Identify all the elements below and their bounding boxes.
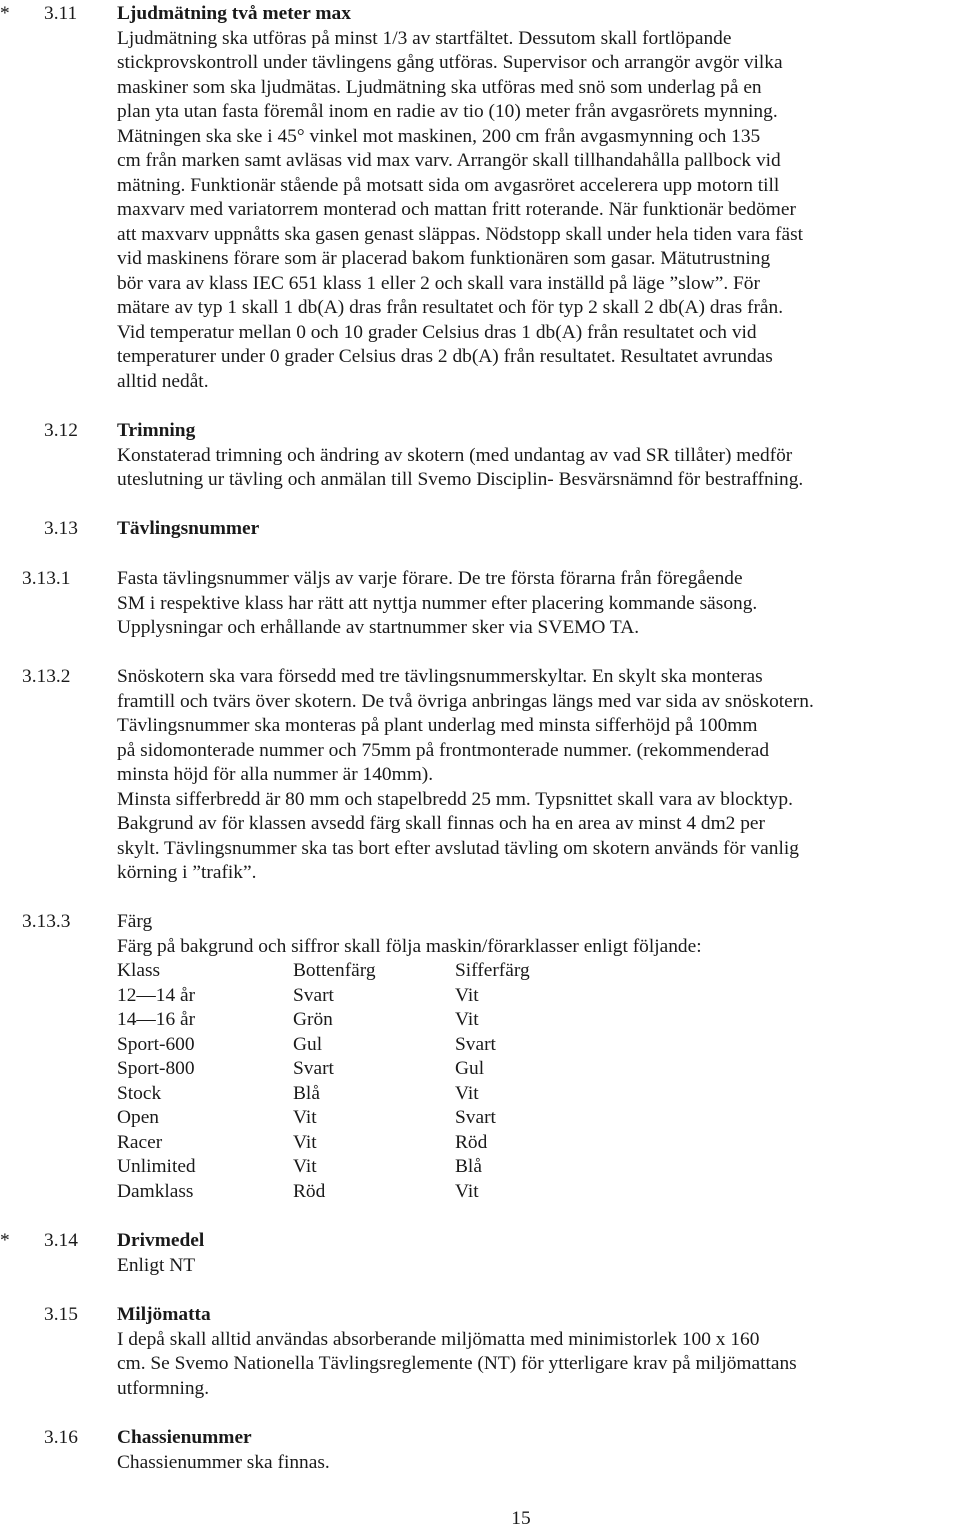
table-cell: Stock: [117, 1082, 162, 1104]
table-cell: Blå: [293, 1082, 320, 1104]
table-cell: Gul: [293, 1033, 323, 1055]
paragraph-line: alltid nedåt.: [117, 370, 209, 392]
section-number: 3.14: [44, 1230, 78, 1251]
table-header: Sifferfärg: [455, 960, 530, 981]
section-number: 3.13: [44, 518, 78, 539]
section-3-16: [0, 1426, 960, 1475]
section-number: 3.13.2: [22, 666, 71, 687]
paragraph-line: SM i respektive klass har rätt att nyttja nummer efter placering kommande säsong.: [117, 592, 758, 614]
paragraph-line: körning i ”trafik”.: [117, 862, 257, 883]
section-content: [117, 2, 959, 394]
paragraph-line: på sidomonterade nummer och 75mm på frontmonterade nummer. (rekommenderad: [117, 739, 770, 761]
paragraph-line: Minsta sifferbredd är 80 mm och stapelbredd 25 mm. Typsnittet skall vara av blocktyp.: [117, 788, 793, 810]
table-cell: Open: [117, 1107, 160, 1128]
paragraph-line: temperaturer under 0 grader Celsius dras 2 db(A) från resultatet. Resultatet avrundas: [117, 346, 773, 367]
section-content: [117, 665, 959, 886]
table-cell: Blå: [455, 1156, 482, 1177]
section-title: Chassienummer: [117, 1427, 252, 1448]
paragraph-line: cm. Se Svemo Nationella Tävlingsreglemente (NT) för ytterligare krav på miljömattans: [117, 1353, 797, 1374]
table-cell: Vit: [293, 1107, 317, 1128]
paragraph-line: maxvarv med variatorrem monterad och mattan fritt roterande. När funktionär bedömer: [117, 199, 796, 220]
section-title: Ljudmätning två meter max: [117, 3, 351, 24]
paragraph-line: Bakgrund av för klassen avsedd färg skall finnas och ha en area av minst 4 dm2 per: [117, 813, 765, 834]
table-cell: Svart: [455, 1033, 496, 1055]
section-number: 3.15: [44, 1304, 78, 1325]
table-cell: Vit: [293, 1156, 317, 1177]
section-content: [117, 517, 959, 542]
section-title: Miljömatta: [117, 1304, 211, 1325]
table-cell: Unlimited: [117, 1156, 196, 1177]
paragraph-line: Vid temperatur mellan 0 och 10 grader Celsius dras 1 db(A) från resultatet och vid: [117, 321, 757, 343]
paragraph-line: Mätningen ska ske i 45° vinkel mot maskinen, 200 cm från avgasmynning och 135: [117, 125, 761, 147]
section-title: Drivmedel: [117, 1230, 205, 1251]
section-3-13-2: [0, 665, 960, 886]
section-3-13: [0, 517, 960, 542]
table-cell: Röd: [455, 1131, 488, 1153]
table-header: Klass: [117, 960, 161, 981]
section-title: Trimning: [117, 420, 196, 441]
section-content: [117, 419, 959, 493]
color-table: [117, 959, 959, 1204]
paragraph-line: vid maskinens förare som är placerad bakom funktionären som gasar. Mätutrustning: [117, 248, 771, 269]
paragraph-line: bör vara av klass IEC 651 klass 1 eller 2 och skall vara inställd på läge ”slow”. För: [117, 272, 760, 294]
paragraph-line: maskiner som ska ljudmätas. Ljudmätning ska utföras med snö som underlag på en: [117, 76, 762, 98]
section-3-12: [0, 419, 960, 493]
table-cell: Gul: [455, 1058, 485, 1079]
paragraph-line: cm från marken samt avläsas vid max varv. Arrangör skall tillhandahålla pallbock vid: [117, 150, 781, 171]
paragraph-line: Enligt NT: [117, 1254, 196, 1276]
paragraph-line: Chassienummer ska finnas.: [117, 1451, 330, 1473]
table-cell: Vit: [455, 984, 479, 1006]
section-content: [117, 1303, 959, 1401]
paragraph-line: framtill och tvärs över skotern. De två övriga anbringas längs med var sida av snöskotern.: [117, 690, 814, 712]
section-content: [117, 1229, 959, 1278]
table-cell: Svart: [293, 984, 334, 1006]
section-3-13-3: [0, 910, 960, 1204]
table-cell: Vit: [293, 1131, 317, 1153]
table-cell: Svart: [455, 1107, 496, 1128]
table-cell: 14—16 år: [117, 1009, 196, 1030]
section-3-15: [0, 1303, 960, 1401]
section-number: 3.16: [44, 1427, 78, 1448]
paragraph-line: att maxvarv uppnåtts ska gasen genast släppas. Nödstopp skall under hela tiden vara fäst: [117, 223, 804, 245]
paragraph-line: stickprovskontroll under tävlingens gång utföras. Supervisor och arrangör avgör vilka: [117, 52, 783, 73]
paragraph-line: skylt. Tävlingsnummer ska tas bort efter avslutad tävling om skotern används för vanlig: [117, 837, 799, 859]
paragraph-line: plan yta utan fasta föremål inom en radie av tio (10) meter från avgasrörets mynning.: [117, 101, 778, 122]
paragraph-line: minsta höjd för alla nummer är 140mm).: [117, 764, 434, 785]
paragraph-line: utformning.: [117, 1377, 210, 1399]
section-content: [117, 1426, 959, 1475]
paragraph-line: Snöskotern ska vara försedd med tre tävlingsnummerskyltar. En skylt ska monteras: [117, 666, 763, 687]
section-number: 3.13.3: [22, 911, 71, 932]
paragraph-line: Fasta tävlingsnummer väljs av varje förare. De tre första förarna från föregående: [117, 568, 743, 589]
section-title: Tävlingsnummer: [117, 518, 260, 539]
paragraph-line: mätning. Funktionär stående på motsatt sida om avgasröret accelerera upp motorn till: [117, 174, 780, 196]
paragraph-line: Konstaterad trimning och ändring av skotern (med undantag av vad SR tillåter) medför: [117, 444, 793, 466]
section-content: [117, 567, 959, 641]
paragraph-line: uteslutning ur tävling och anmälan till Svemo Disciplin- Besvärsnämnd för bestraffning.: [117, 469, 804, 490]
section-3-11: [0, 2, 960, 394]
paragraph-line: Ljudmätning ska utföras på minst 1/3 av startfältet. Dessutom skall fortlöpande: [117, 27, 732, 49]
paragraph-line: Tävlingsnummer ska monteras på plant underlag med minsta sifferhöjd på 100mm: [117, 715, 758, 736]
table-cell: Svart: [293, 1058, 334, 1079]
table-cell: Röd: [293, 1180, 326, 1202]
table-cell: Racer: [117, 1131, 163, 1153]
table-cell: Grön: [293, 1009, 333, 1030]
paragraph-line: Upplysningar och erhållande av startnummer sker via SVEMO TA.: [117, 617, 640, 638]
section-content: [117, 910, 959, 1204]
table-header: Bottenfärg: [293, 960, 376, 981]
table-cell: Damklass: [117, 1180, 194, 1202]
section-number: 3.13.1: [22, 568, 71, 589]
paragraph-line: mätare av typ 1 skall 1 db(A) dras från resultatet och för typ 2 skall 2 db(A) dras från.: [117, 297, 784, 318]
table-cell: Vit: [455, 1009, 479, 1030]
table-cell: 12—14 år: [117, 984, 196, 1006]
page-number: 15: [511, 1508, 531, 1529]
section-number: 3.12: [44, 420, 78, 441]
section-3-13-1: [0, 567, 960, 641]
table-cell: Vit: [455, 1082, 479, 1104]
table-cell: Vit: [455, 1180, 479, 1202]
section-3-14: [0, 1229, 960, 1278]
section-number: 3.11: [44, 3, 78, 24]
paragraph-line: I depå skall alltid användas absorberande miljömatta med minimistorlek 100 x 160: [117, 1328, 760, 1350]
change-marker: *: [0, 3, 10, 24]
table-cell: Sport-600: [117, 1033, 195, 1055]
change-marker: *: [0, 1230, 10, 1251]
table-cell: Sport-800: [117, 1058, 195, 1079]
paragraph-line: Färg på bakgrund och siffror skall följa maskin/förarklasser enligt följande:: [117, 935, 702, 957]
section-title: Färg: [117, 911, 153, 932]
